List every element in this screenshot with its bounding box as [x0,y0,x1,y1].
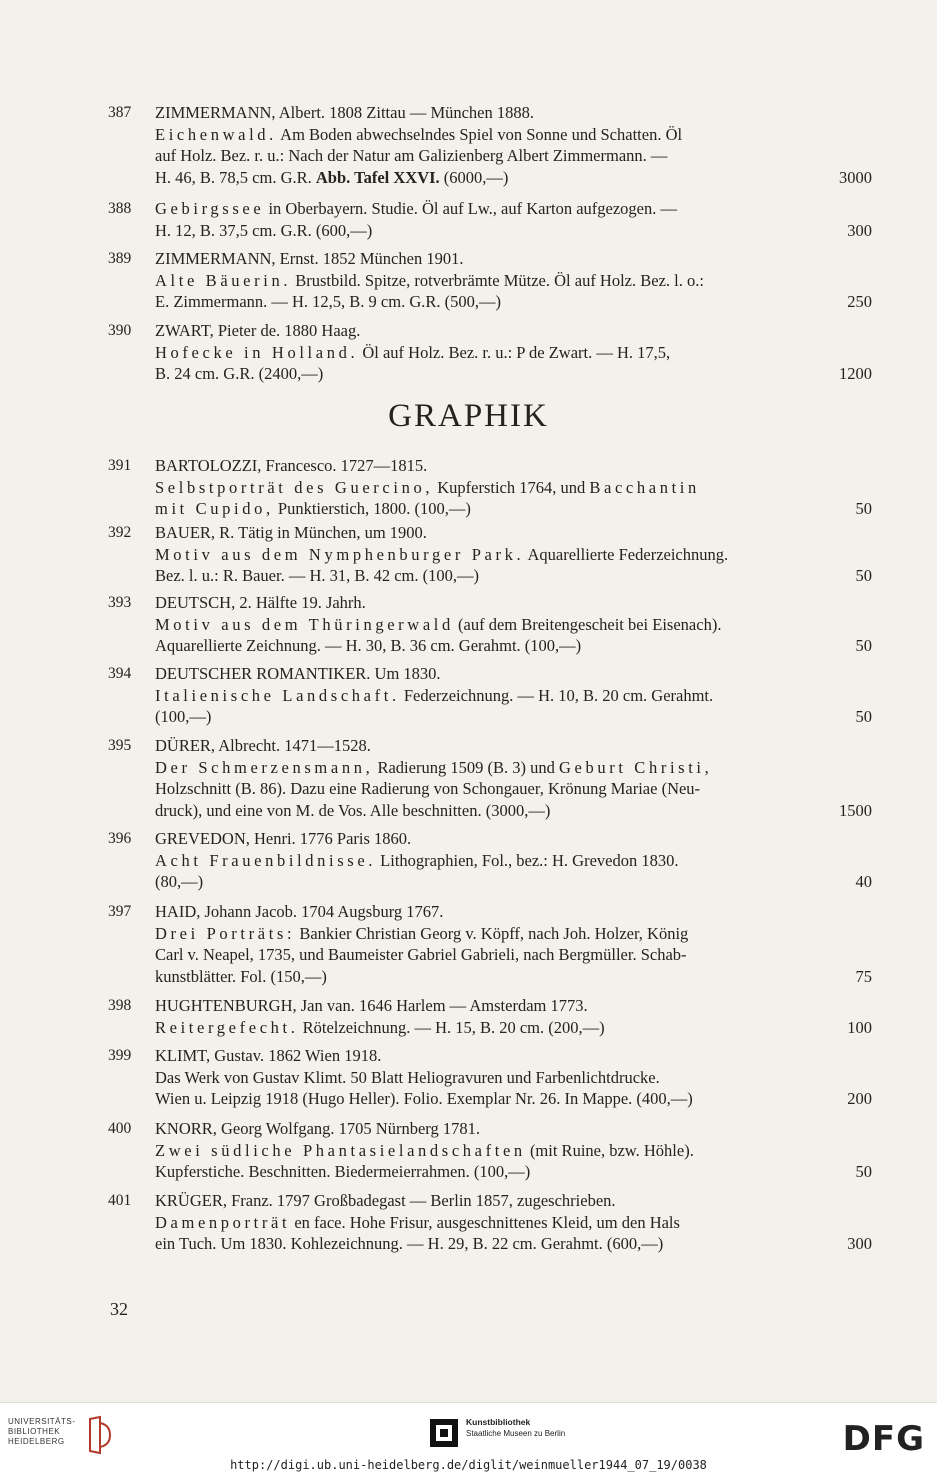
artwork-title: Zwei südliche Phantasielandschaften [155,1140,526,1160]
entry-segment: kunstblätter. Fol. (150,—) [155,966,327,986]
entry-segment: (80,—) [155,872,204,891]
catalog-entry [100,320,872,385]
entry-segment: KRÜGER, Franz. 1797 Großbadegast — Berlin 1857, zugeschrieben. [155,1191,616,1210]
entry-line [155,735,872,757]
entry-text [155,248,872,313]
entry-segment: Aquarellierte Zeichnung. — H. 30, B. 36 cm. Gerahmt. (100,—) [155,636,582,655]
entry-line [155,477,872,499]
catalog-entry [100,735,872,821]
entry-line [155,167,872,189]
catalog-entry [100,102,872,188]
lot-number: 391 [108,457,132,474]
entry-line [155,342,872,364]
entry-segment: Bez. l. u.: R. Bauer. — H. 31, B. 42 cm. (100,—) [155,566,480,585]
entry-segment: E. Zimmermann. — H. 12,5, B. 9 cm. G.R. (500,—) [155,292,502,311]
lot-number: 398 [108,997,132,1014]
lot-number: 393 [108,594,132,611]
entry-segment: H. 12, B. 37,5 cm. G.R. (600,—) [155,220,373,240]
entry-line [155,1088,872,1110]
catalog-entry [100,455,872,520]
lot-number: 392 [108,524,132,541]
artwork-title: Italienische Landschaft. [155,685,400,705]
entry-line [155,706,872,728]
entry-text [155,995,872,1038]
lot-number: 390 [108,322,132,339]
entry-line [155,455,872,477]
entry-segment: (100,—) [155,707,212,726]
entry-line [155,592,872,614]
artwork-title: Der Schmerzensmann, [155,757,374,777]
entry-segment: auf Holz. Bez. r. u.: Nach der Natur am Galizienberg Albert Zimmermann. — [155,146,668,165]
estimate-price: 250 [847,292,872,311]
artwork-title: Drei Porträts: [155,923,296,943]
entry-text [155,522,872,587]
entry-line [155,198,872,220]
entry-segment: DÜRER, Albrecht. 1471—1528. [155,736,371,755]
estimate-price: 40 [855,872,872,891]
artwork-title: Selbstporträt des Guercino, [155,477,434,497]
catalog-entry [100,828,872,893]
entry-line [155,1140,872,1162]
catalog-entry [100,592,872,657]
entry-text [155,455,872,520]
entry-segment: BARTOLOZZI, Francesco. 1727—1815. [155,456,428,475]
entry-segment: Öl auf Holz. Bez. r. u.: P de Zwart. — H. 17,5, [358,342,671,362]
entry-line [155,124,872,146]
entry-line [155,1045,872,1067]
entry-line [155,544,872,566]
entry-segment: druck), und eine von M. de Vos. Alle beschnitten. (3000,—) [155,800,551,820]
entry-line [155,966,872,988]
page-number: 32 [110,1299,128,1319]
artwork-title: Eichenwald. [155,124,277,144]
entry-text [155,663,872,728]
entry-line [155,995,872,1017]
entry-line [155,1233,872,1255]
entry-segment: Am Boden abwechselndes Spiel von Sonne und Schatten. Öl [276,124,683,144]
catalog-entry [100,995,872,1038]
entry-segment: Bankier Christian Georg v. Köpff, nach Joh. Holzer, König [295,923,689,943]
entry-text [155,198,872,241]
entry-segment: Lithographien, Fol., bez.: H. Grevedon 1830. [376,850,679,870]
catalog-entry [100,198,872,241]
entry-segment: H. 46, B. 78,5 cm. G.R. [155,167,316,187]
entry-segment: in Oberbayern. Studie. Öl auf Lw., auf Karton aufgezogen. — [264,199,677,218]
entry-line [155,145,872,167]
entry-line [155,522,872,544]
entry-segment: Das Werk von Gustav Klimt. 50 Blatt Heliogravuren und Farbenlichtdrucke. [155,1067,660,1087]
entry-text [155,1045,872,1110]
catalog-entry [100,1190,872,1255]
entry-line [155,614,872,636]
entry-line [155,498,872,520]
artwork-title: Geburt Christi, [558,757,713,777]
artwork-title: Gebirgssee [155,199,265,218]
entry-segment: ZWART, Pieter de. 1880 Haag. [155,321,361,340]
estimate-price: 75 [855,966,872,986]
artwork-title: Motiv aus dem Thüringerwald [155,614,454,634]
estimate-price: 300 [847,220,872,240]
entry-segment: Abb. Tafel XXVI. [315,167,440,187]
ub-mark-icon [86,1415,114,1455]
estimate-price: 1500 [839,800,872,820]
entry-line [155,828,872,850]
entry-text [155,1118,872,1183]
entry-segment: KLIMT, Gustav. 1862 Wien 1918. [155,1046,382,1065]
artwork-title: Hofecke in Holland. [155,342,359,362]
entry-segment: GREVEDON, Henri. 1776 Paris 1860. [155,829,412,848]
artwork-title: Bacchantin [589,477,700,497]
entry-segment: DEUTSCHER ROMANTIKER. Um 1830. [155,664,441,683]
lot-number: 397 [108,903,132,920]
entry-segment: Radierung 1509 (B. 3) und [373,757,559,777]
catalog-entry [100,1118,872,1183]
entry-text [155,735,872,821]
entry-line [155,663,872,685]
estimate-price: 50 [855,707,872,726]
entry-line [155,270,872,292]
artwork-title: Damenporträt [155,1212,291,1232]
entry-segment: (6000,—) [439,167,509,187]
estimate-price: 50 [855,636,872,655]
entry-segment: DEUTSCH, 2. Hälfte 19. Jahrh. [155,593,366,612]
catalog-entry [100,522,872,587]
entry-segment: Federzeichnung. — H. 10, B. 20 cm. Gerahmt. [399,685,714,705]
section-heading: GRAPHIK [388,398,549,434]
entry-line [155,220,872,242]
entry-line [155,320,872,342]
entry-line [155,1118,872,1140]
entry-segment: ZIMMERMANN, Albert. 1808 Zittau — München 1888. [155,103,535,122]
entry-line [155,923,872,945]
entry-segment: Aquarellierte Federzeichnung. [524,544,729,564]
entry-segment: ZIMMERMANN, Ernst. 1852 München 1901. [155,249,464,268]
catalog-entry [100,901,872,987]
artwork-title: Reitergefecht. [155,1017,299,1037]
entry-text [155,320,872,385]
entry-text [155,828,872,893]
entry-segment: Kupferstiche. Beschnitten. Biedermeierrahmen. (100,—) [155,1162,531,1181]
catalog-entry [100,248,872,313]
lot-number: 394 [108,665,132,682]
estimate-price: 1200 [839,364,872,383]
kb-title: Kunstbibliothek [466,1417,531,1427]
entry-line [155,1212,872,1234]
entry-segment: BAUER, R. Tätig in München, um 1900. [155,523,427,542]
entry-line [155,248,872,270]
estimate-price: 50 [855,499,872,518]
entry-line [155,1067,872,1089]
source-url[interactable]: http://digi.ub.uni-heidelberg.de/diglit/weinmueller1944_07_19/0038 [230,1458,707,1472]
entry-segment: Holzschnitt (B. 86). Dazu eine Radierung von Schongauer, Krönung Mariae (Neu- [155,779,701,798]
entry-line [155,102,872,124]
entry-line [155,1161,872,1183]
entry-segment: Wien u. Leipzig 1918 (Hugo Heller). Folio. Exemplar Nr. 26. In Mappe. (400,—) [155,1089,693,1108]
estimate-price: 3000 [839,167,872,187]
entry-segment: en face. Hohe Frisur, ausgeschnittenes Kleid, um den Hals [290,1212,680,1232]
catalog-entry [100,663,872,728]
entry-segment: KNORR, Georg Wolfgang. 1705 Nürnberg 1781. [155,1119,480,1138]
entry-segment: HAID, Johann Jacob. 1704 Augsburg 1767. [155,902,444,921]
entry-line [155,363,872,385]
entry-line [155,757,872,779]
entry-line [155,800,872,822]
artwork-title: Alte Bäuerin. [155,270,292,290]
lot-number: 388 [108,200,132,217]
dfg-logo[interactable]: DFG [842,1419,925,1459]
lot-number: 389 [108,250,132,267]
entry-segment: Punktierstich, 1800. (100,—) [273,499,471,518]
estimate-price: 50 [855,566,872,585]
ub-heidelberg-logo[interactable] [8,1417,75,1447]
artwork-title: mit Cupido, [155,499,274,518]
entry-segment: (mit Ruine, bzw. Höhle). [525,1140,694,1160]
entry-line [155,1190,872,1212]
estimate-price: 300 [847,1234,872,1253]
entry-line [155,944,872,966]
entry-segment: Brustbild. Spitze, rotverbrämte Mütze. Öl auf Holz. Bez. l. o.: [291,270,704,290]
lot-number: 399 [108,1047,132,1064]
entry-text [155,102,872,188]
entry-segment: HUGHTENBURGH, Jan van. 1646 Harlem — Amsterdam 1773. [155,996,588,1015]
entry-line [155,685,872,707]
estimate-price: 50 [855,1162,872,1181]
entry-segment: ein Tuch. Um 1830. Kohlezeichnung. — H. 29, B. 22 cm. Gerahmt. (600,—) [155,1234,664,1253]
kb-subtitle: Staatliche Museen zu Berlin [466,1429,566,1438]
entry-segment: Carl v. Neapel, 1735, und Baumeister Gabriel Gabrieli, nach Bergmüller. Schab- [155,945,687,964]
lot-number: 400 [108,1120,132,1137]
lot-number: 387 [108,104,132,121]
entry-line [155,871,872,893]
entry-line [155,850,872,872]
estimate-price: 100 [847,1017,872,1037]
lot-number: 395 [108,737,132,754]
ub-text-line: HEIDELBERG [8,1437,65,1446]
entry-line [155,901,872,923]
ub-text-line: BIBLIOTHEK [8,1427,61,1436]
entry-segment: Rötelzeichnung. — H. 15, B. 20 cm. (200,—) [298,1017,605,1037]
entry-line [155,778,872,800]
entry-text [155,1190,872,1255]
lot-number: 396 [108,830,132,847]
entry-text [155,901,872,987]
footer-bar [0,1402,937,1474]
kunstbibliothek-text [466,1417,565,1439]
ub-text-line: UNIVERSITÄTS- [8,1417,76,1426]
entry-segment: Kupferstich 1764, und [433,477,590,497]
entry-line [155,291,872,313]
entry-segment: B. 24 cm. G.R. (2400,—) [155,364,324,383]
artwork-title: Motiv aus dem Nymphenburger Park. [155,544,525,564]
entry-text [155,592,872,657]
entry-line [155,635,872,657]
artwork-title: Acht Frauenbildnisse. [155,850,377,870]
estimate-price: 200 [847,1089,872,1108]
entry-line [155,1017,872,1039]
entry-segment: (auf dem Breitengescheit bei Eisenach). [453,614,722,634]
kunstbibliothek-icon[interactable] [428,1417,460,1449]
entry-line [155,565,872,587]
catalog-entry [100,1045,872,1110]
lot-number: 401 [108,1192,132,1209]
